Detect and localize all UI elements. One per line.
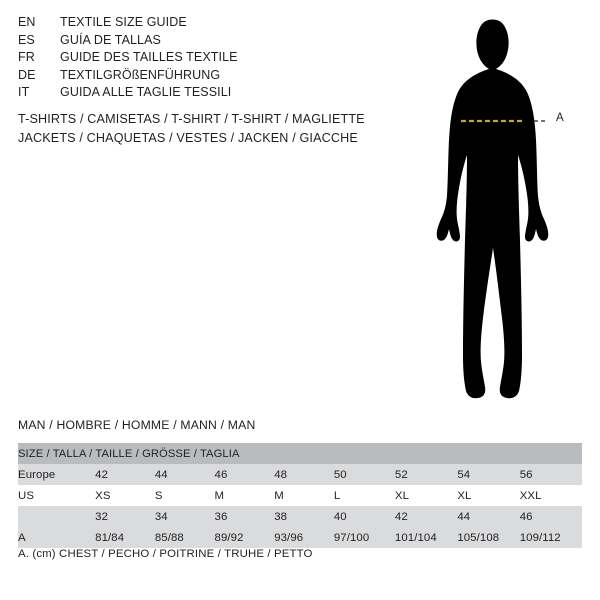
garment-category-block: [18, 110, 398, 148]
cell-value: 105/108: [457, 527, 519, 548]
table-section-title: MAN / HOMBRE / HOMME / MANN / MAN: [18, 418, 256, 432]
row-label: A: [18, 527, 95, 548]
row-label: [18, 506, 95, 527]
language-row: [18, 84, 378, 102]
cell-value: 46: [520, 506, 582, 527]
language-row: [18, 14, 378, 32]
category-jackets: JACKETS / CHAQUETAS / VESTES / JACKEN / GIACCHE: [18, 131, 358, 145]
language-row: [18, 49, 378, 67]
language-text: GUÍA DE TALLAS: [60, 32, 161, 47]
language-text: GUIDE DES TAILLES TEXTILE: [60, 50, 238, 65]
cell-value: S: [155, 485, 215, 506]
body-silhouette-figure: [410, 10, 590, 405]
table-header-row: [18, 443, 582, 464]
cell-value: 44: [155, 464, 215, 485]
cell-value: M: [274, 485, 334, 506]
cell-value: 50: [334, 464, 395, 485]
cell-value: 89/92: [215, 527, 275, 548]
cell-value: 42: [95, 464, 155, 485]
table-footnote: A. (cm) CHEST / PECHO / POITRINE / TRUHE / PETTO: [18, 548, 313, 560]
language-text: TEXTILGRÖßENFÜHRUNG: [60, 67, 221, 82]
language-text: GUIDA ALLE TAGLIE TESSILI: [60, 85, 232, 100]
cell-value: 42: [395, 506, 457, 527]
cell-value: 81/84: [95, 527, 155, 548]
cell-value: 97/100: [334, 527, 395, 548]
language-guide-block: [18, 14, 378, 102]
language-code: EN: [18, 15, 36, 29]
row-label: US: [18, 485, 95, 506]
cell-value: 38: [274, 506, 334, 527]
language-code: IT: [18, 85, 30, 100]
cell-value: 101/104: [395, 527, 457, 548]
size-table: [18, 443, 582, 548]
cell-value: 93/96: [274, 527, 334, 548]
cell-value: XXL: [520, 485, 582, 506]
language-code: DE: [18, 67, 36, 82]
cell-value: 44: [457, 506, 519, 527]
cell-value: 36: [215, 506, 275, 527]
table-row: [18, 506, 582, 527]
chest-marker-label: A: [556, 112, 564, 124]
cell-value: 48: [274, 464, 334, 485]
cell-value: 52: [395, 464, 457, 485]
language-code: FR: [18, 50, 35, 65]
language-text: TEXTILE SIZE GUIDE: [60, 15, 187, 29]
silhouette-icon: [410, 10, 590, 405]
cell-value: L: [334, 485, 395, 506]
cell-value: XL: [395, 485, 457, 506]
category-tshirts: T-SHIRTS / CAMISETAS / T-SHIRT / T-SHIRT / MAGLIETTE: [18, 112, 365, 126]
table-header-label: SIZE / TALLA / TAILLE / GRÖSSE / TAGLIA: [18, 443, 582, 464]
cell-value: M: [215, 485, 275, 506]
table-row: [18, 527, 582, 548]
cell-value: 40: [334, 506, 395, 527]
language-row: [18, 32, 378, 50]
cell-value: XL: [457, 485, 519, 506]
cell-value: 85/88: [155, 527, 215, 548]
table-row: [18, 485, 582, 506]
cell-value: 109/112: [520, 527, 582, 548]
cell-value: XS: [95, 485, 155, 506]
cell-value: 54: [457, 464, 519, 485]
cell-value: 32: [95, 506, 155, 527]
table-row: [18, 464, 582, 485]
language-row: [18, 67, 378, 85]
row-label: Europe: [18, 464, 95, 485]
cell-value: 46: [215, 464, 275, 485]
cell-value: 34: [155, 506, 215, 527]
language-code: ES: [18, 32, 35, 47]
cell-value: 56: [520, 464, 582, 485]
